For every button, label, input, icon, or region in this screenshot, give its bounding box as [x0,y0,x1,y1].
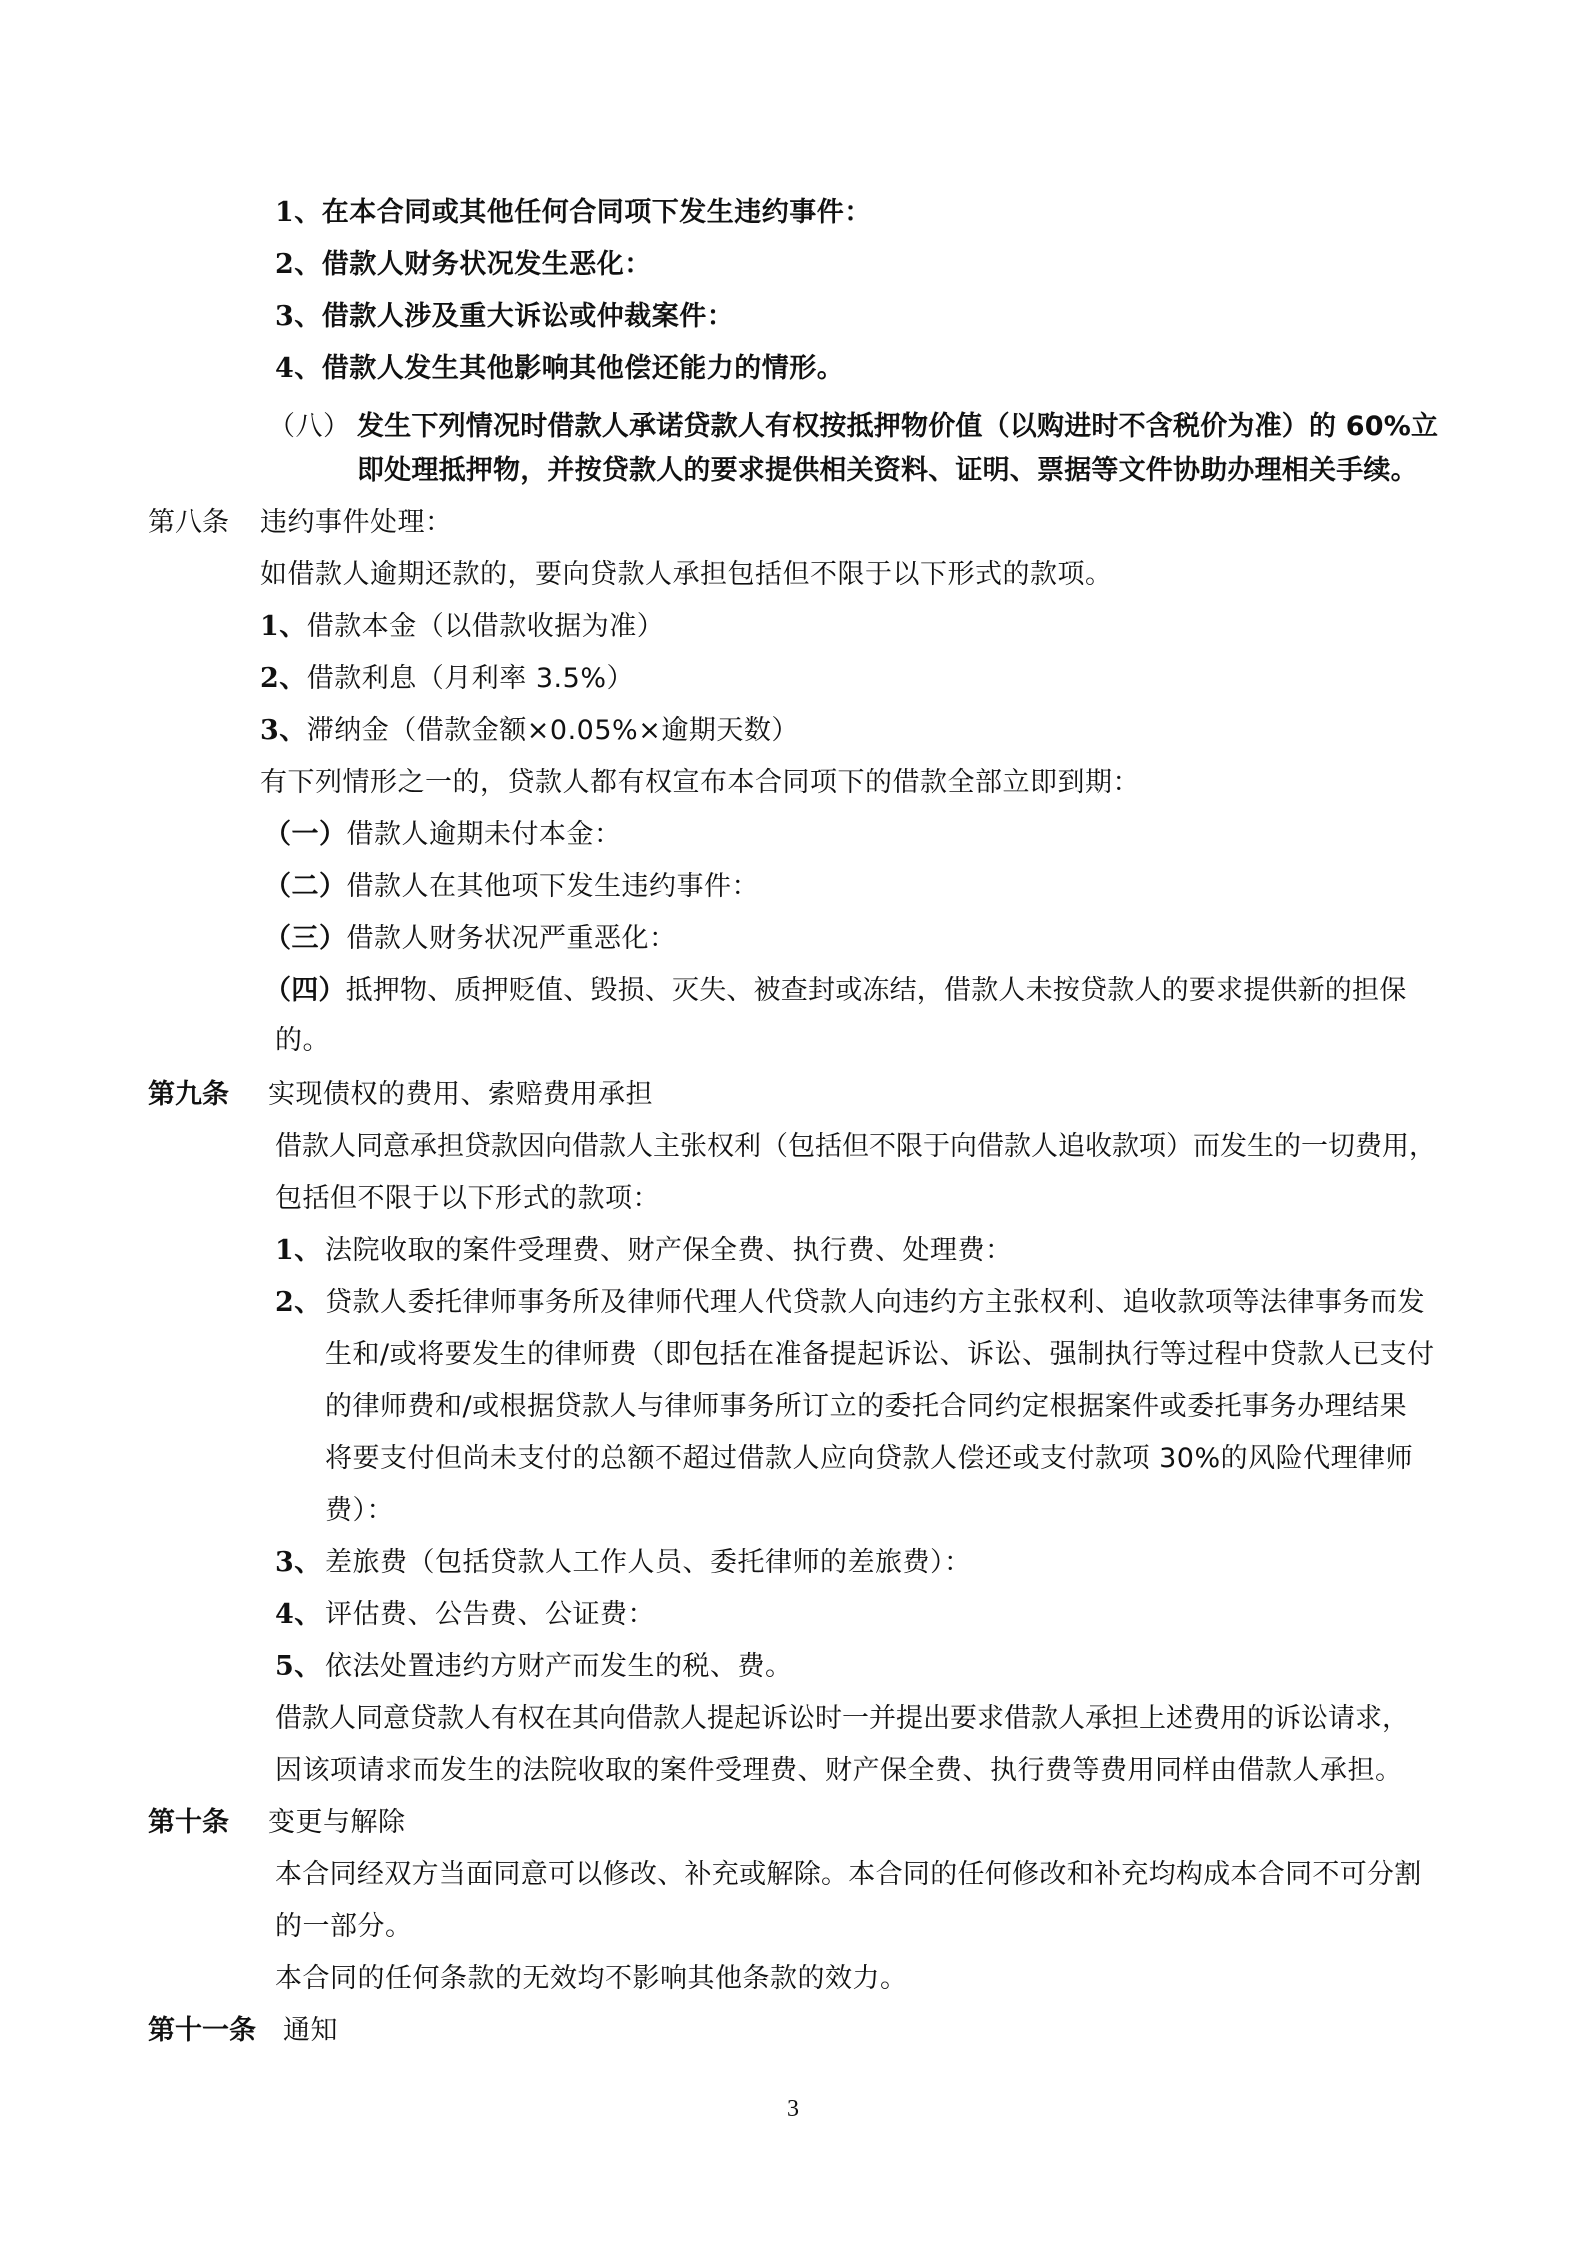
item-text: 在本合同或其他任何合同项下发生违约事件： [321,197,872,228]
list-item [264,815,622,855]
item-number: （四） [264,975,346,1006]
clause-eight-line: 发生下列情况时借款人承诺贷款人有权按抵押物价值（以购进时不含税价为准）的 60%立 [357,411,1439,442]
item-text: 借款本金（以借款收据为准） [306,611,665,642]
item-number: 4、 [275,1599,322,1630]
item-number: 3、 [275,1547,322,1578]
paragraph: 因该项请求而发生的法院收取的案件受理费、财产保全费、执行费等费用同样由借款人承担。 [275,1755,1403,1786]
item-number: 4、 [275,353,322,384]
list-item [275,297,734,337]
list-item [275,193,872,233]
article-title: 变更与解除 [268,1807,406,1838]
item-text: 借款人发生其他影响其他偿还能力的情形。 [321,353,845,384]
item-text: 借款人财务状况严重恶化： [346,923,677,954]
paragraph: 借款人同意贷款人有权在其向借款人提起诉讼时一并提出要求借款人承担上述费用的诉讼请求， [275,1703,1409,1734]
item-number: 1、 [260,611,307,642]
item-text: 贷款人委托律师事务所及律师代理人代贷款人向违约方主张权利、追收款项等法律事务而发 [325,1287,1425,1318]
clause-eight-label: （八） [268,411,351,442]
article-title: 通知 [283,2015,338,2046]
item-text: 抵押物、质押贬值、毁损、灭失、被查封或冻结，借款人未按贷款人的要求提供新的担保 [345,975,1407,1006]
item-text: 借款人逾期未付本金： [346,819,622,850]
list-item [275,1231,1013,1271]
list-item [275,245,652,285]
item-text: 借款人涉及重大诉讼或仲裁案件： [321,301,735,332]
item-text: 评估费、公告费、公证费： [325,1599,655,1630]
item-text: 借款人在其他项下发生违约事件： [346,871,759,902]
list-item [264,971,1406,1011]
article-label: 第十一条 [148,2015,256,2046]
paragraph: 包括但不限于以下形式的款项： [275,1183,660,1214]
item-number: 5、 [275,1651,322,1682]
paragraph: 如借款人逾期还款的，要向贷款人承担包括但不限于以下形式的款项。 [260,559,1113,590]
list-item [264,919,677,959]
page-number: 3 [787,2096,799,2122]
clause-eight-line: 即处理抵押物，并按贷款人的要求提供相关资料、证明、票据等文件协助办理相关手续。 [357,455,1418,486]
item-text: 借款人财务状况发生恶化： [321,249,652,280]
article-title: 违约事件处理： [260,507,453,538]
item-number: 1、 [275,1235,322,1266]
item-number: （一） [264,819,347,850]
paragraph: 借款人同意承担贷款因向借款人主张权利（包括但不限于向借款人追收款项）而发生的一切费用， [275,1131,1436,1162]
list-item [260,659,634,699]
list-item [275,1543,972,1583]
item-number: 3、 [275,301,322,332]
list-item [260,711,799,751]
list-item [264,867,759,907]
item-text: 差旅费（包括贷款人工作人员、委托律师的差旅费）： [325,1547,972,1578]
item-number: 3、 [260,715,307,746]
article-title: 实现债权的费用、索赔费用承担 [268,1079,653,1110]
item-number: （三） [264,923,347,954]
item-number: 1、 [275,197,322,228]
item-number: （二） [264,871,347,902]
list-item-continuation: 的。 [275,1025,330,1056]
item-text: 法院收取的案件受理费、财产保全费、执行费、处理费： [325,1235,1013,1266]
paragraph: 有下列情形之一的，贷款人都有权宣布本合同项下的借款全部立即到期： [260,767,1140,798]
list-item [260,607,664,647]
item-text: 费）： [325,1495,394,1526]
paragraph: 本合同经双方当面同意可以修改、补充或解除。本合同的任何修改和补充均构成本合同不可分割 [275,1859,1422,1890]
item-text: 的律师费和/或根据贷款人与律师事务所订立的委托合同约定根据案件或委托事务办理结果 [325,1391,1408,1422]
item-text: 生和/或将要发生的律师费（即包括在准备提起诉讼、诉讼、强制执行等过程中贷款人已支付 [325,1339,1435,1370]
list-item [275,1595,655,1635]
item-text: 借款利息（月利率 3.5%） [306,663,634,694]
paragraph: 的一部分。 [275,1911,413,1942]
item-number: 2、 [260,663,307,694]
list-item [275,349,844,389]
article-label: 第八条 [148,507,229,538]
item-text: 将要支付但尚未支付的总额不超过借款人应向贷款人偿还或支付款项 30%的风险代理律师 [325,1443,1414,1474]
item-text: 滞纳金（借款金额×0.05%×逾期天数） [306,715,799,746]
item-number: 2、 [275,1287,322,1318]
item-number: 2、 [275,249,322,280]
list-item [275,1283,1425,1323]
list-item [275,1647,793,1687]
paragraph: 本合同的任何条款的无效均不影响其他条款的效力。 [275,1963,908,1994]
article-label: 第九条 [148,1079,229,1110]
article-label: 第十条 [148,1807,229,1838]
item-text: 依法处置违约方财产而发生的税、费。 [325,1651,793,1682]
